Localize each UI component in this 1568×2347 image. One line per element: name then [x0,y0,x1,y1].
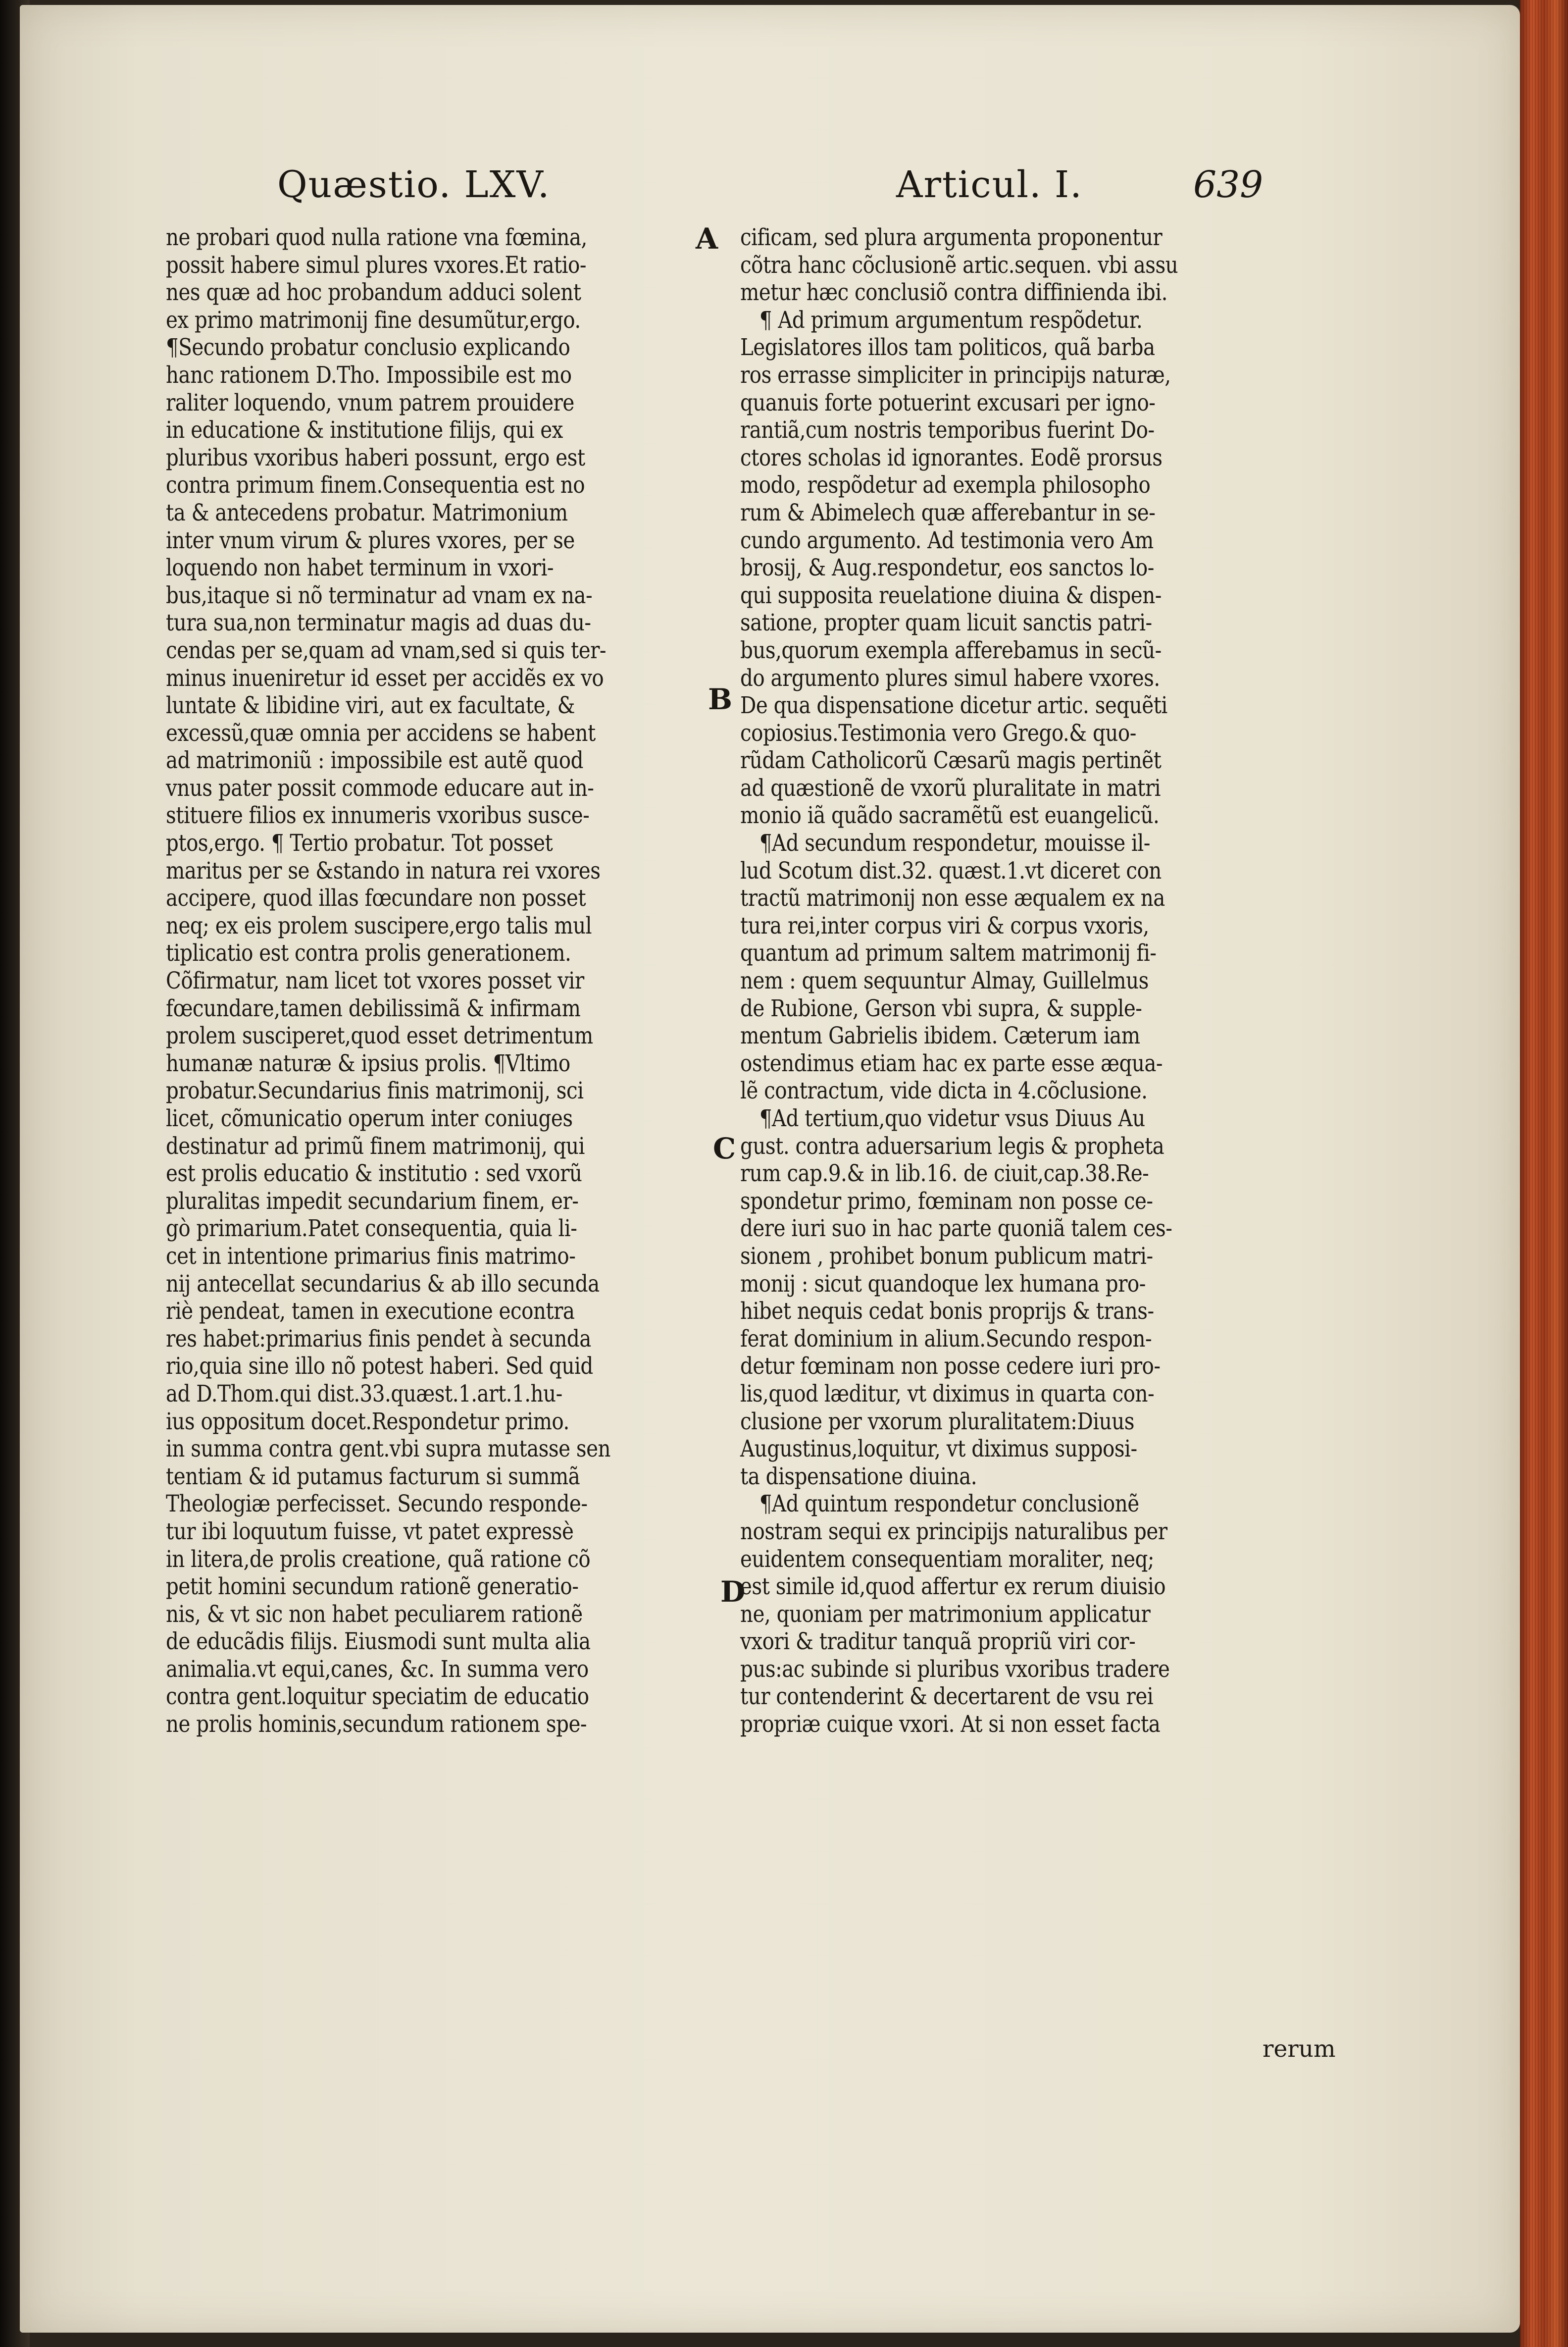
left-line: ad matrimoniũ : impossibile est autẽ quod [166,747,583,775]
left-line: res habet:primarius finis pendet à secunda [166,1325,591,1353]
right-line: clusione per vxorum pluralitatem:Diuus [740,1408,1134,1435]
right-line: brosij, & Aug.respondetur, eos sanctos lo- [740,554,1154,582]
left-line: tur ibi loquutum fuisse, vt patet expressè [166,1517,574,1545]
folio-number: 639 [1193,163,1264,206]
left-line: ex primo matrimonij fine desumũtur,ergo. [166,306,581,334]
right-line: do argumento plures simul habere vxores. [740,664,1160,692]
left-line: destinatur ad primũ finem matrimonij, qui [166,1132,585,1160]
left-line: cet in intentione primarius finis matrimo- [166,1242,576,1270]
margin-marker-a: A [696,222,718,256]
page-edge-gilt [1520,0,1568,2347]
left-line: licet, cõmunicatio operum inter coniuges [166,1105,573,1132]
right-line: cundo argumento. Ad testimonia vero Am [740,526,1154,554]
right-line: est simile id,quod affertur ex rerum diuisio [740,1573,1166,1601]
right-line: spondetur primo, fœminam non posse ce- [740,1187,1153,1215]
right-line: ¶Ad tertium,quo videtur vsus Diuus Au [759,1105,1145,1132]
left-line: petit homini secundum rationẽ generatio- [166,1573,579,1601]
right-line: nem : quem sequuntur Almay, Guillelmus [740,967,1149,995]
left-line: excessũ,quæ omnia per accidens se habent [166,719,596,747]
left-line: loquendo non habet terminum in vxori- [166,554,554,582]
running-head-left: Quæstio. LXV. [277,163,551,206]
right-line: quanuis forte potuerint excusari per igno- [740,389,1156,417]
right-line: modo, respõdetur ad exempla philosopho [740,471,1151,499]
right-line: mentum Gabrielis ibidem. Cæterum iam [740,1022,1140,1050]
right-line: rum & Abimelech quæ afferebantur in se- [740,499,1156,526]
left-line: neq; ex eis prolem suscipere,ergo talis mul [166,912,592,939]
catchword: rerum [1263,2035,1336,2063]
left-line: accipere, quod illas fœcundare non posset [166,885,586,912]
right-line: cificam, sed plura argumenta proponentur [740,224,1163,251]
right-line: ad quæstionẽ de vxorũ pluralitate in matri [740,774,1161,802]
right-line: Augustinus,loquitur, vt diximus supposi- [740,1435,1137,1463]
left-line: in summa contra gent.vbi supra mutasse sen [166,1435,611,1463]
right-line: quantum ad primum saltem matrimonij fi- [740,939,1157,967]
right-line: ctores scholas id ignorantes. Eodẽ prorsus [740,444,1163,471]
left-line: tiplicatio est contra prolis generationem. [166,939,571,967]
left-line: contra primum finem.Consequentia est no [166,471,585,499]
left-line: possit habere simul plures vxores.Et ratio- [166,251,586,279]
right-line: gust. contra aduersarium legis & propheta [740,1132,1164,1160]
right-line: rũdam Catholicorũ Cæsarũ magis pertinẽt [740,747,1162,775]
left-line: pluribus vxoribus haberi possunt, ergo est [166,444,585,471]
right-line: detur fœminam non posse cedere iuri pro- [740,1353,1161,1380]
left-line: in litera,de prolis creatione, quã ratione cõ [166,1545,591,1573]
left-line: gò primarium.Patet consequentia, quia li- [166,1215,577,1243]
right-line: qui supposita reuelatione diuina & dispen- [740,581,1162,609]
right-line: propriæ cuique vxori. At si non esset facta [740,1711,1161,1738]
left-line: ne prolis hominis,secundum rationem spe- [166,1711,587,1738]
left-line: humanæ naturæ & ipsius prolis. ¶Vltimo [166,1049,570,1077]
right-line: rantiã,cum nostris temporibus fuerint Do- [740,417,1155,444]
left-line: ¶Secundo probatur conclusio explicando [166,334,570,362]
left-line: minus inueniretur id esset per accidẽs ex vo [166,664,604,692]
left-line: nij antecellat secundarius & ab illo secunda [166,1270,600,1298]
left-line: fœcundare,tamen debilissimã & infirmam [166,994,581,1022]
margin-marker-d: D [720,1575,746,1609]
right-line: monio iã quãdo sacramẽtũ est euangelicũ. [740,802,1160,830]
left-line: ne probari quod nulla ratione vna fœmina, [166,224,587,251]
left-line: rio,quia sine illo nõ potest haberi. Sed quid [166,1353,593,1380]
left-line: ad D.Thom.qui dist.33.quæst.1.art.1.hu- [166,1380,562,1408]
right-line: ne, quoniam per matrimonium applicatur [740,1600,1151,1628]
left-line: ius oppositum docet.Respondetur primo. [166,1408,569,1435]
left-line: nis, & vt sic non habet peculiarem rationẽ [166,1600,583,1628]
left-line: hanc rationem D.Tho. Impossibile est mo [166,361,572,389]
margin-marker-c: C [713,1132,736,1165]
left-line: contra gent.loquitur speciatim de educatio [166,1683,589,1711]
right-line: lis,quod læditur, vt diximus in quarta con- [740,1380,1155,1408]
right-line: tractũ matrimonij non esse æqualem ex na [740,885,1165,912]
left-line: vnus pater possit commode educare aut in- [166,774,594,802]
left-line: pluralitas impedit secundarium finem, er- [166,1187,579,1215]
left-line: cendas per se,quam ad vnam,sed si quis ter- [166,636,607,664]
right-line: euidentem consequentiam moraliter, neq; [740,1545,1155,1573]
left-line: nes quæ ad hoc probandum adduci solent [166,279,581,307]
right-line: satione, propter quam licuit sanctis patri- [740,609,1152,637]
left-line: ta & antecedens probatur. Matrimonium [166,499,568,526]
right-line: Legislatores illos tam politicos, quã barba [740,334,1155,362]
right-line: pus:ac subinde si pluribus vxoribus tradere [740,1655,1170,1683]
right-line: tura rei,inter corpus viri & corpus vxoris, [740,912,1149,939]
right-line: sionem , prohibet bonum publicum matri- [740,1242,1153,1270]
right-line: copiosius.Testimonia vero Grego.& quo- [740,719,1136,747]
left-line: luntate & libidine viri, aut ex facultate, & [166,692,575,720]
right-line: metur hæc conclusiõ contra diffinienda ibi. [740,279,1167,307]
right-line: ta dispensatione diuina. [740,1462,977,1490]
right-line: lud Scotum dist.32. quæst.1.vt diceret con [740,857,1162,885]
right-line: tur contenderint & decertarent de vsu rei [740,1683,1154,1711]
right-line: hibet nequis cedat bonis proprijs & trans- [740,1298,1154,1325]
left-line: raliter loquendo, vnum patrem prouidere [166,389,574,417]
running-head-right: Articul. I. [896,163,1083,206]
right-line: ferat dominium in alium.Secundo respon- [740,1325,1152,1353]
right-line: monij : sicut quandoque lex humana pro- [740,1270,1146,1298]
left-line: prolem susciperet,quod esset detrimentum [166,1022,593,1050]
left-line: de educãdis filijs. Eiusmodi sunt multa alia [166,1628,591,1656]
right-line: ¶Ad quintum respondetur conclusionẽ [759,1490,1139,1518]
right-line: ¶Ad secundum respondetur, mouisse il- [759,830,1150,857]
right-line: ¶ Ad primum argumentum respõdetur. [759,306,1143,334]
text-column-right [740,224,1297,1738]
left-line: Cõfirmatur, nam licet tot vxores posset vir [166,967,584,995]
left-line: riè pendeat, tamen in executione econtra [166,1298,575,1325]
left-line: maritus per se &stando in natura rei vxores [166,857,601,885]
margin-marker-b: B [708,682,733,716]
left-line: tentiam & id putamus facturum si summã [166,1462,580,1490]
right-line: rum cap.9.& in lib.16. de ciuit,cap.38.Re- [740,1160,1149,1188]
right-line: lẽ contractum, vide dicta in 4.cõclusione. [740,1077,1148,1105]
right-line: dere iuri suo in hac parte quoniã talem ces- [740,1215,1172,1243]
left-line: bus,itaque si nõ terminatur ad vnam ex na- [166,581,593,609]
right-line: vxori & traditur tanquã propriũ viri cor- [740,1628,1136,1656]
left-line: stituere filios ex innumeris vxoribus susce- [166,802,590,830]
right-line: bus,quorum exempla afferebamus in secũ- [740,636,1162,664]
text-column-left [166,224,710,1738]
left-line: inter vnum virum & plures vxores, per se [166,526,575,554]
left-line: probatur.Secundarius finis matrimonij, sci [166,1077,584,1105]
left-line: est prolis educatio & institutio : sed vxorũ [166,1160,582,1188]
left-line: ptos,ergo. ¶ Tertio probatur. Tot posset [166,830,553,857]
right-line: De qua dispensatione dicetur artic. sequẽti [740,692,1167,720]
left-line: tura sua,non terminatur magis ad duas du- [166,609,591,637]
right-line: ros errasse simpliciter in principijs naturæ, [740,361,1171,389]
right-line: nostram sequi ex principijs naturalibus per [740,1517,1167,1545]
left-line: animalia.vt equi,canes, &c. In summa vero [166,1655,589,1683]
left-line: in educatione & institutione filijs, qui ex [166,417,563,444]
right-line: cõtra hanc cõclusionẽ artic.sequen. vbi assu [740,251,1178,279]
right-line: de Rubione, Gerson vbi supra, & supple- [740,994,1142,1022]
left-line: Theologiæ perfecisset. Secundo responde- [166,1490,588,1518]
right-line: ostendimus etiam hac ex parte esse æqua- [740,1049,1163,1077]
